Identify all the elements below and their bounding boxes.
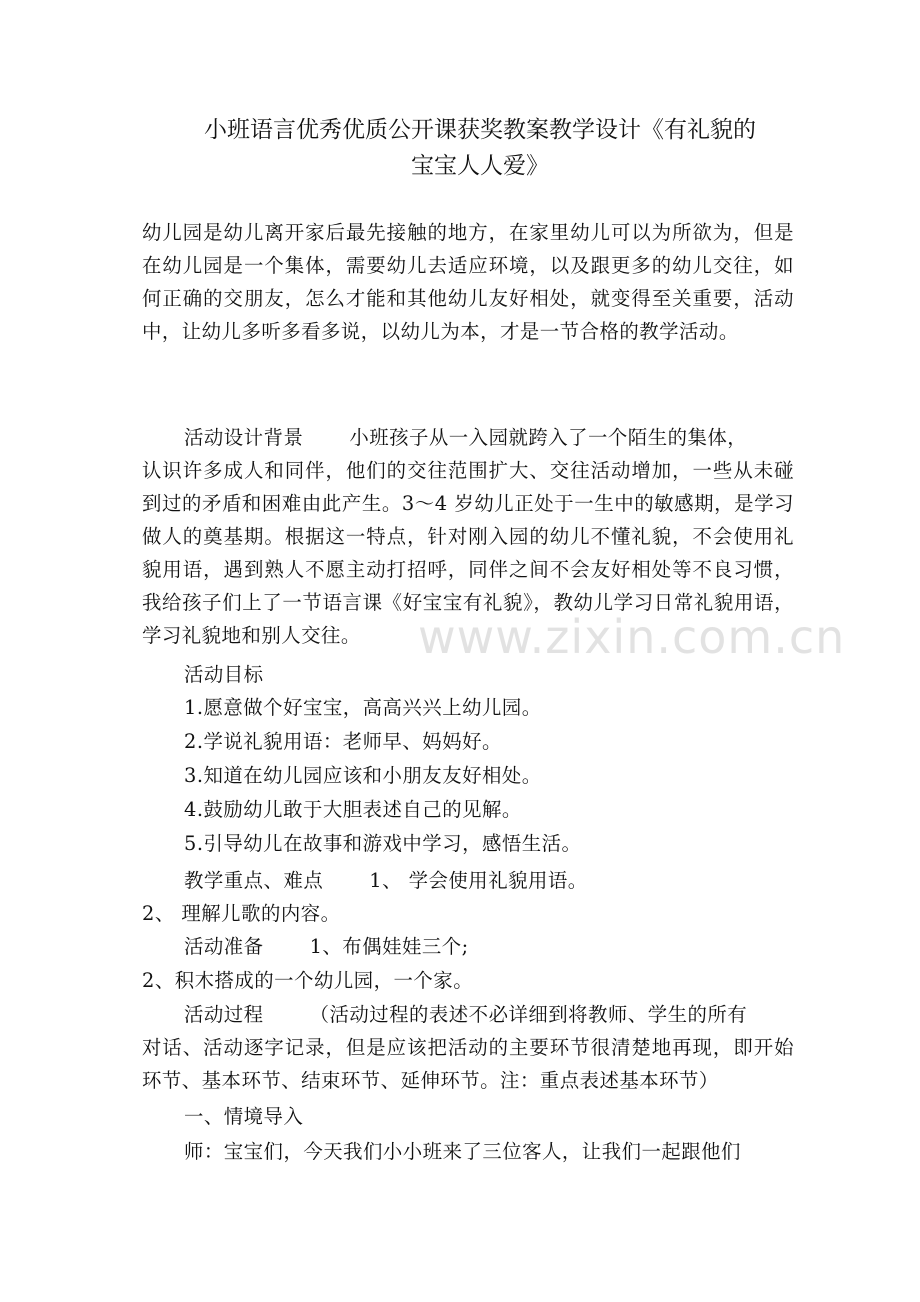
goal-item: 5.引导幼儿在故事和游戏中学习，感悟生活。 [184,832,582,855]
background-text-first: 小班孩子从一入园就跨入了一个陌生的集体， [349,426,748,449]
prep-item-2: 2、积木搭成的一个幼儿园，一个家。 [142,969,474,992]
key-item-2: 2、 理解儿歌的内容。 [142,902,341,925]
intro-paragraph: 幼儿园是幼儿离开家后最先接触的地方，在家里幼儿可以为所欲为，但是在幼儿园是一个集体，需要幼儿去适应环境，以及跟更多的幼儿交往，如何正确的交朋友，怎么才能和其他幼儿友好相处，就变得至关重要，活动中，让幼儿多听多看多说，以幼儿为本，才是一节合格的教学活动。 [142,221,794,343]
section-heading: 一、情境导入 [184,1105,304,1128]
prep-item-1: 1、布偶娃娃三个; [309,935,469,958]
document-title [150,112,810,184]
prep-label: 活动准备 [184,935,264,958]
title-line-2: 宝宝人人爱》 [411,153,549,179]
background-label: 活动设计背景 [184,426,304,449]
goal-item: 1.愿意做个好宝宝，高高兴兴上幼儿园。 [184,696,542,719]
goal-item: 3.知道在幼儿园应该和小朋友友好相处。 [184,764,542,787]
prep-line [184,930,794,963]
key-points-line [184,864,794,897]
goal-item: 2.学说礼貌用语：老师早、妈妈好。 [184,730,502,753]
background-paragraph: 认识许多成人和同伴，他们的交往范围扩大、交往活动增加，一些从未碰到过的矛盾和困难由此产生。3～4 岁幼儿正处于一生中的敏感期，是学习做人的奠基期。根据这一特点，针对刚入园的幼儿不懂礼貌，不会使用礼貌用语，遇到熟人不愿主动打招呼，同伴之间不会友好相处等不良习惯，我给孩子们上了一节语言课《好宝宝有礼貌》，教幼儿学习日常礼貌用语，学习礼貌地和别人交往。 [142,459,794,647]
title-line-1: 小班语言优秀优质公开课获奖教案教学设计《有礼貌的 [204,117,756,143]
teacher-line: 师：宝宝们，今天我们小小班来了三位客人，让我们一起跟他们 [184,1140,741,1163]
process-note-paragraph: 对话、活动逐字记录，但是应该把活动的主要环节很清楚地再现，即开始环节、基本环节、结束环节、延伸环节。注：重点表述基本环节） [142,1036,794,1092]
key-label: 教学重点、难点 [184,869,324,892]
process-line [184,998,794,1031]
key-item-1: 1、 学会使用礼貌用语。 [369,869,588,892]
watermark: www.zixin.com.cn [418,610,846,664]
process-note-first: （活动过程的表述不必详细到将教师、学生的所有 [309,1003,748,1026]
goals-label: 活动目标 [184,663,264,686]
process-label: 活动过程 [184,1003,264,1026]
background-heading-line [184,421,794,454]
goal-item: 4.鼓励幼儿敢于大胆表述自己的见解。 [184,798,522,821]
